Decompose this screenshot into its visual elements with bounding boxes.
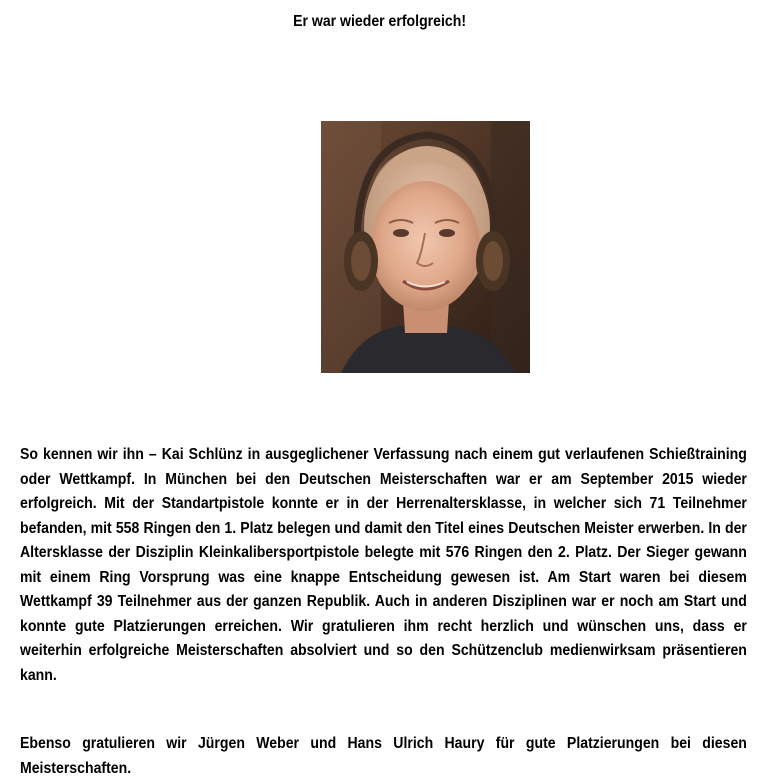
article-title: Er war wieder erfolgreich!: [293, 13, 467, 30]
portrait-photo: [321, 121, 530, 373]
article-paragraph-2: Ebenso gratulieren wir Jürgen Weber und Hans Ulrich Haury für gute Platzierungen bei diesen Meisterschaften.: [20, 735, 747, 777]
article-paragraph-1: So kennen wir ihn – Kai Schlünz in ausgeglichener Verfassung nach einem gut verlaufenen Schießtraining oder Wettkampf. In München bei den Deutschen Meisterschaften war er am September 2015 wieder erfolgreich. Mit der Standartpistole konnte er in der Herrenaltersklasse, in welcher sich 71 Teilnehmer befanden, mit 558 Ringen den 1. Platz belegen und damit den Titel eines Deutschen Meister erwerben. In der Altersklasse der Disziplin Kleinkalibersportpistole belegte mit 576 Ringen den 2. Platz. Der Sieger gewann mit einem Ring Vorsprung was eine knappe Entscheidung gewesen ist. Am Start waren bei diesem Wettkampf 39 Teilnehmer aus der ganzen Republik. Auch in anderen Disziplinen war er noch am Start und konnte gute Platzierungen erreichen. Wir gratulieren ihm recht herzlich und wünschen uns, dass er weiterhin erfolgreiche Meisterschaften absolviert und so den Schützenclub medienwirksam präsentieren kann.: [20, 446, 747, 684]
